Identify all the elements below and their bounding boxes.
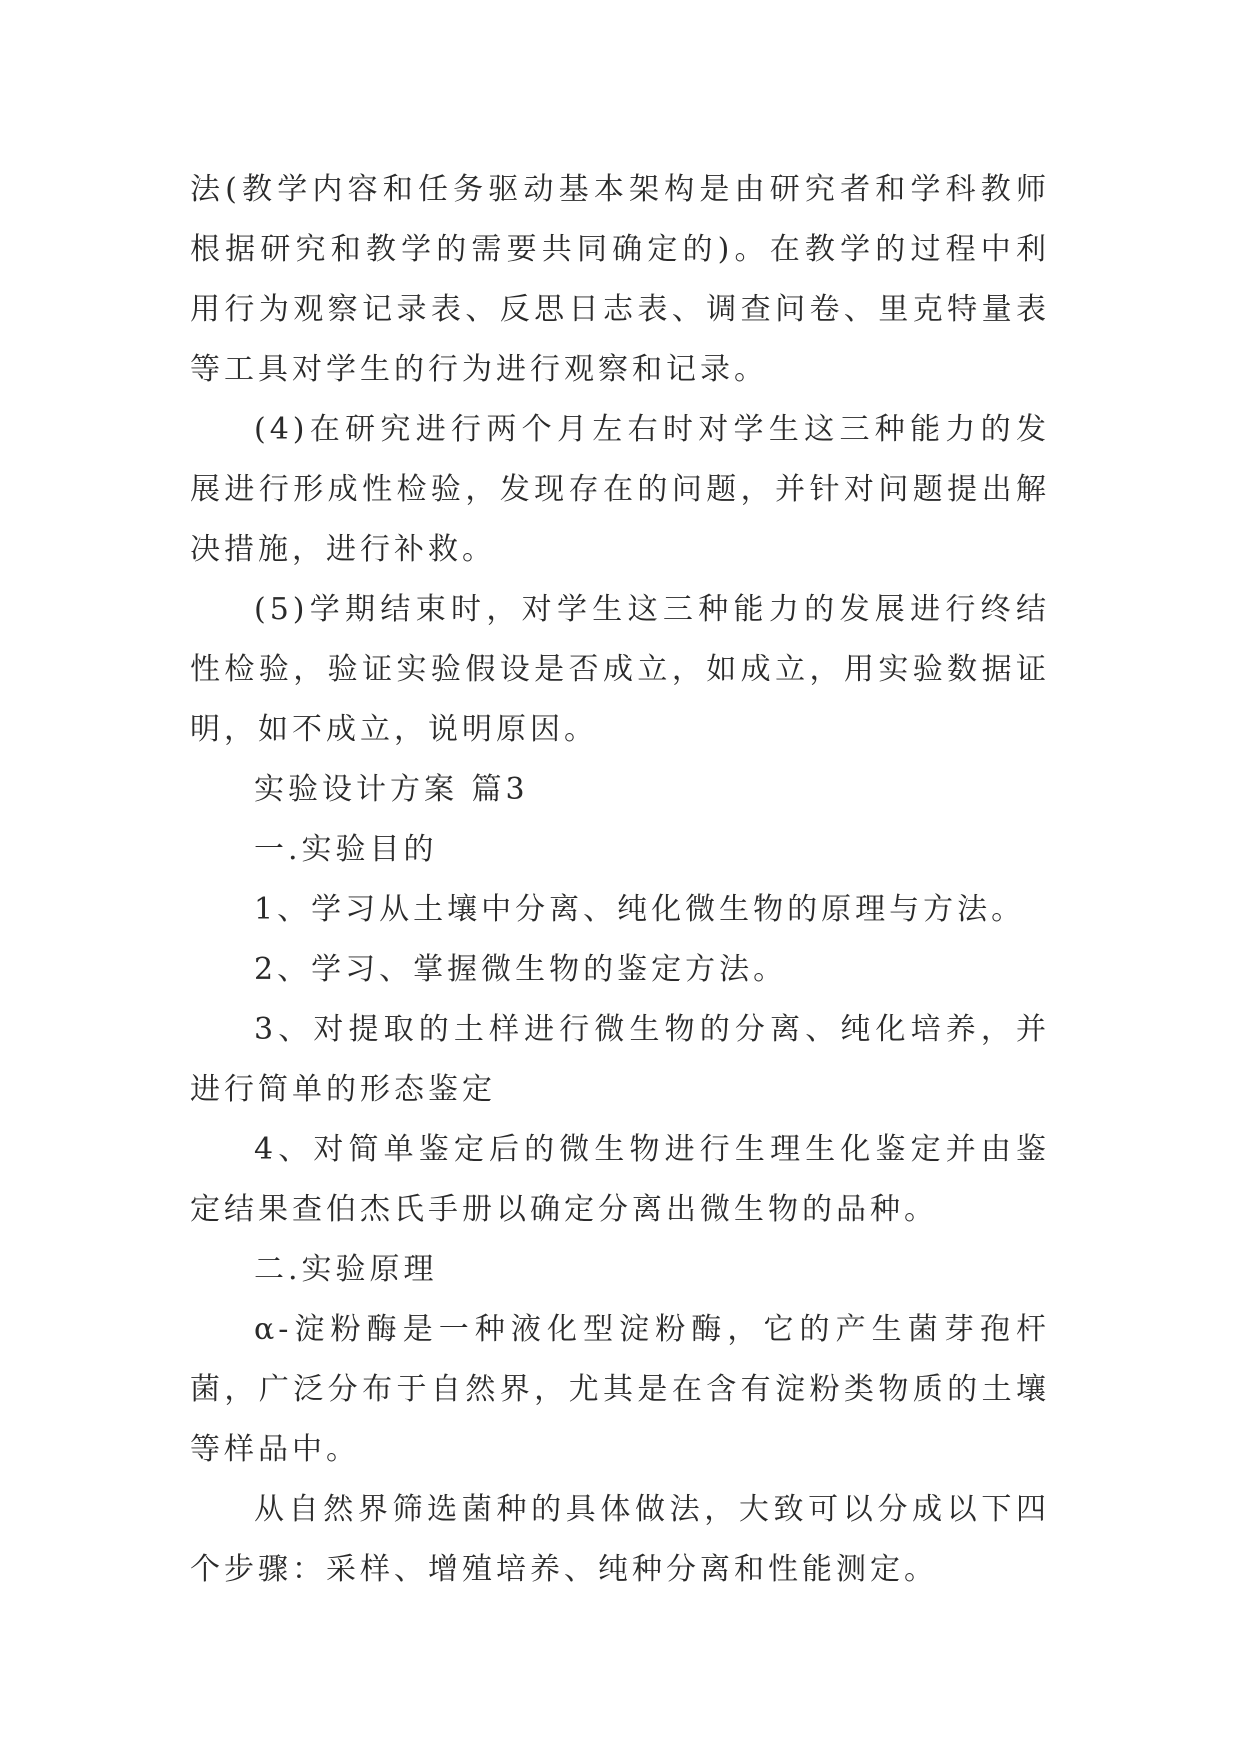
paragraph-screening-steps: 从自然界筛选菌种的具体做法，大致可以分成以下四个步骤：采样、增殖培养、纯种分离和性能测定。 [190, 1492, 1050, 1587]
section-heading-purpose: 一.实验目的 [254, 832, 438, 867]
paragraph-step-4: (4)在研究进行两个月左右时对学生这三种能力的发展进行形成性检验，发现存在的问题，并针对问题提出解决措施，进行补救。 [190, 412, 1050, 567]
section-heading-plan-3: 实验设计方案 篇3 [254, 772, 529, 807]
purpose-item-4: 4、对简单鉴定后的微生物进行生理生化鉴定并由鉴定结果查伯杰氏手册以确定分离出微生物的品种。 [190, 1132, 1050, 1227]
paragraph-step-5: (5)学期结束时，对学生这三种能力的发展进行终结性检验，验证实验假设是否成立，如成立，用实验数据证明，如不成立，说明原因。 [190, 592, 1050, 747]
paragraph-amylase: α-淀粉酶是一种液化型淀粉酶，它的产生菌芽孢杆菌，广泛分布于自然界，尤其是在含有淀粉类物质的土壤等样品中。 [190, 1312, 1050, 1467]
purpose-item-2: 2、学习、掌握微生物的鉴定方法。 [254, 952, 788, 987]
section-heading-principle: 二.实验原理 [254, 1252, 438, 1287]
paragraph-continued-method: 法(教学内容和任务驱动基本架构是由研究者和学科教师根据研究和教学的需要共同确定的)。在教学的过程中利用行为观察记录表、反思日志表、调查问卷、里克特量表等工具对学生的行为进行观察和记录。 [190, 172, 1050, 387]
purpose-item-1: 1、学习从土壤中分离、纯化微生物的原理与方法。 [254, 892, 1026, 927]
purpose-item-3: 3、对提取的土样进行微生物的分离、纯化培养，并进行简单的形态鉴定 [190, 1012, 1050, 1107]
document-body [190, 160, 1050, 1600]
